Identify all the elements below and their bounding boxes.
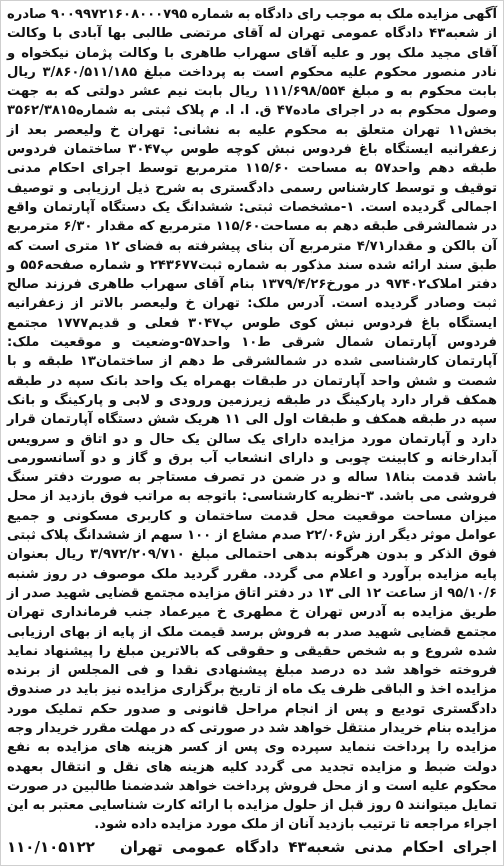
notice-code: ۱۱۰/۱۰۵۱۲۲ bbox=[7, 837, 95, 856]
notice-footer bbox=[7, 836, 497, 858]
notice-body-text: آگهی مزایده ملک به موجب رای دادگاه به شماره ۹۰۰۹۹۷۲۱۶۰۸۰۰۰۷۹۵ صادره از شعبه۴۳ دادگاه عمومی تهران له آقای مرتضی طالبی بها آبادی با وکالت آقای مجید ملک پور و علیه آقای سهراب طاهری با وکالت پژمان نیکخواه و نادر منصور محکوم علیه محکوم است به پرداخت مبلغ ۳/۸۶۰/۵۱۱/۱۸۵ ریال بابت محکوم به و مبلغ ۱۱۱/۶۹۸/۵۵۴ ریال بابت نیم عشر دولتی که به جهت وصول محکوم به در اجرای ماده۴۷ ق. ا. ا. م پلاک ثبتی به شماره۳۵۶۲/۳۸۱۵ بخش۱۱ تهران متعلق به محکوم علیه به نشانی: تهران خ ولیعصر بعد از زعفرانیه ایستگاه باغ فردوس نبش کوچه طوس پ۳۰۴۷ ساختمان فردوس طبقه دهم واحد۵۷ به مساحت ۱۱۵/۶۰ مترمربع توسط اجرای احکام مدنی توقیف و توسط کارشناس رسمی دادگستری به شرح ذیل ارزیابی و توصیف اجمالی گردیده است. ۱-مشخصات ثبتی: ششدانگ یک دستگاه آپارتمان واقع در شمالشرقی طبقه دهم به مساحت۱۱۵/۶۰ مترمربع که مقدار ۶/۳۰ مترمربع آن بالکن و مقدار۴/۷۱ مترمربع آن بنای پیشرفته به فضای ۱۲ متری است که طبق سند ارائه شده سند مذکور به شماره ثبت۲۴۳۶۷۷ و شماره صفحه۵۵۶ و دفتر املاک۹۷۴۰۲ در مورخ۱۳۷۹/۴/۲۶ بنام آقای سهراب طاهری فرزند صالح ثبت وصادر گردیده است. آدرس ملک: تهران خ ولیعصر بالاتر از زعفرانیه ایستگاه باغ فردوس نبش کوی طوس پ۳۰۴۷ فعلی و قدیم۱۷۷۷ مجتمع فردوس آپارتمان شمال شرقی ط۱۰ واحد۵۷-وضعیت و موقعیت ملک: آپارتمان کارشناسی شده در شمالشرقی ط دهم از ساختمان۱۳ طبقه و با شصت و شش واحد آپارتمان در طبقات بهمراه یک واحد بانک سپه در طبقه همکف قرار دارد پارکینگ در طبقه زیرزمین ورودی و لابی و پارکینگ و بانک سپه در طبقه همکف و طبقات اول الی ۱۱ هریک شش دستگاه آپارتمان قرار دارد و آپارتمان مورد مزایده دارای یک سالن یک حال و دو اتاق و سرویس آبدارخانه و کابینت چوبی و دارای انشعاب آب برق و گاز و دو آسانسورمی باشد قدمت بنا۱۸ ساله و در ضمن در تصرف مستاجر به صورت دفتر سنگ فروشی می باشد. ۳-نظریه کارشناسی: باتوجه به مراتب فوق بازدید از محل میزان مساحت موقعیت محل قدمت ساختمان و کاربری مسکونی و جمیع عوامل موثر دیگر ارز ش۲۲/۰۶ صدم مشاع از ۱۰۰ سهم از ششدانگ پلاک ثبتی فوق الذکر و بدون هرگونه بدهی احتمالی مبلغ ۳/۹۷۲/۲۰۹/۷۱۰ ریال بعنوان پایه مزایده برآورد و اعلام می گردد. مقرر گردید ملک موصوف در روز شنبه ۹۵/۱۰/۶ از ساعت ۱۲ الی ۱۳ در دفتر اتاق مزایده مجتمع قضایی شهید صدر از طریق مزایده به آدرس تهران خ مطهری خ میرعماد جنب فرمانداری تهران مجتمع قضایی شهید صدر به فروش برسد قیمت ملک از پایه از بهای ارزیابی شده شروع و به شخص حقیقی و حقوقی که بالاترین مبلغ را پیشنهاد نماید فروخته خواهد شد ده درصد مبلغ پیشنهادی نقدا و فی المجلس از برنده مزایده اخذ و الباقی ظرف یک ماه از تاریخ برگزاری مزایده نیز باید در صندوق دادگستری تودیع و پس از انجام مراحل قانونی و صدور حکم تملیک مورد مزایده بنام خریدار منتقل خواهد شد در صورتی که در مهلت مقرر خریدار وجه مزایده را پرداخت ننماید سپرده وی پس از کسر هزینه های مزایده به نفع دولت ضبط و مزایده تجدید می گردد کلیه هزینه های نقل و انتقال بعهده محکوم علیه است و از محل فروش پرداخت خواهد شدضمنا طالبین در صورت تمایل میتوانند ۵ روز قبل از حلول مزایده با ارائه کارت شناسایی معتبر به این اجراء مراجعه تا ترتیب بازدید آنان از ملک مورد مزایده داده شود. bbox=[7, 7, 498, 833]
issuer-signature: اجرای احکام مدنی شعبه۴۳ دادگاه عمومی تهران bbox=[119, 837, 497, 856]
